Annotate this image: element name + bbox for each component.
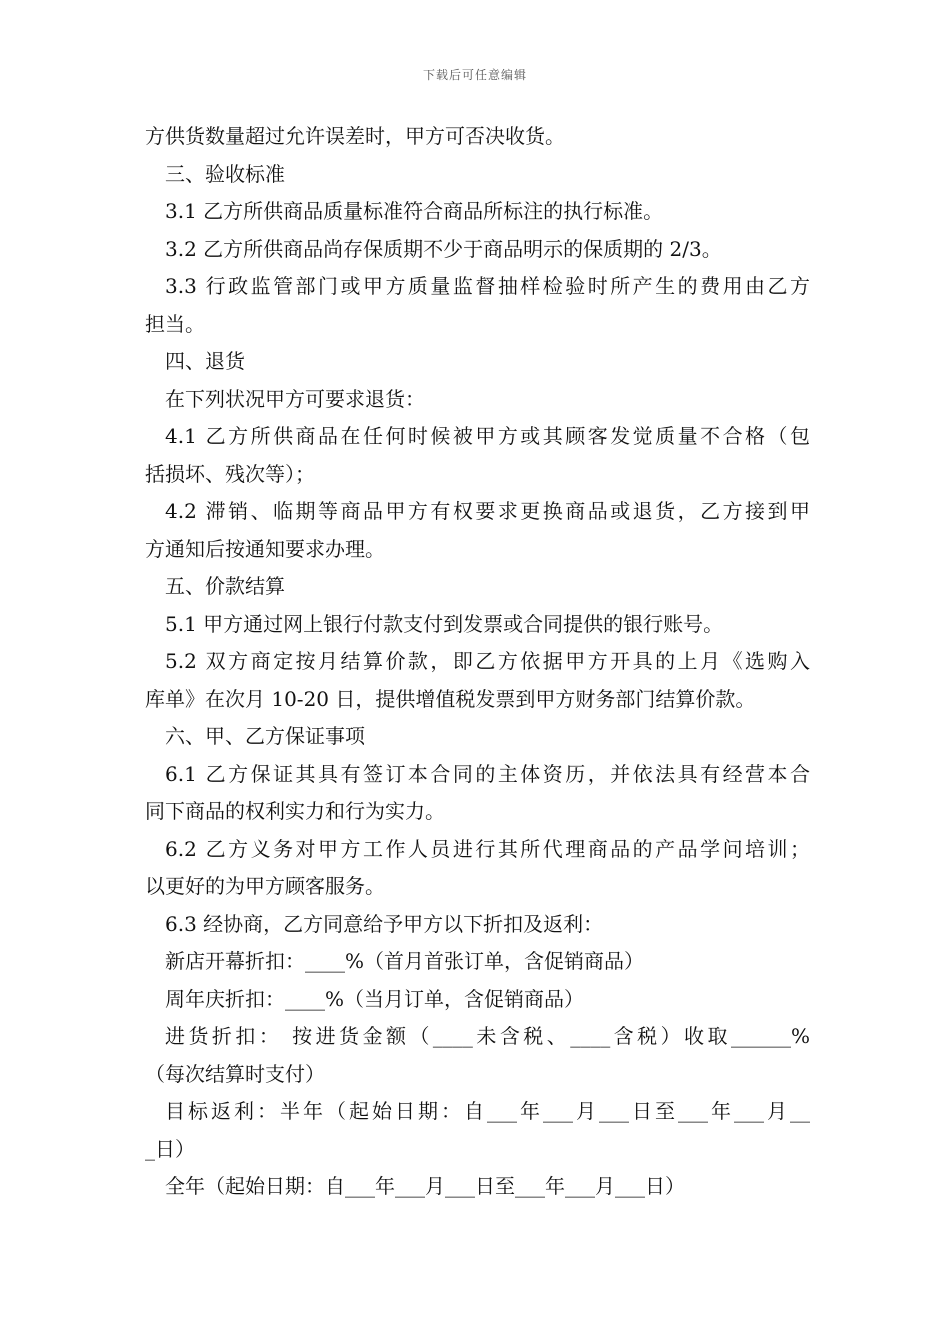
text-line: _日）	[145, 1136, 195, 1161]
clause-4-1: 4.1 乙方所供商品在任何时候被甲方或其顾客发觉质量不合格（包	[165, 424, 810, 448]
document-body	[145, 118, 810, 1206]
discount-purchase: 进货折扣： 按进货金额（____未含税、____含税）收取______%	[165, 1024, 810, 1048]
text-line: 在下列状况甲方可要求退货：	[165, 386, 425, 411]
clause-3-2: 3.2 乙方所供商品尚存保质期不少于商品明示的保质期的 2/3。	[165, 236, 722, 261]
text-line: 方通知后按通知要求办理。	[145, 536, 385, 561]
discount-anniversary: 周年庆折扣：____%（当月订单，含促销商品）	[165, 986, 585, 1011]
clause-5-2: 5.2 双方商定按月结算价款，即乙方依据甲方开具的上月《选购入	[165, 649, 810, 673]
clause-6-1: 6.1 乙方保证其具有签订本合同的主体资历，并依法具有经营本合	[165, 761, 810, 786]
text-line: 担当。	[145, 311, 205, 336]
clause-6-2: 6.2 乙方义务对甲方工作人员进行其所代理商品的产品学问培训；	[165, 836, 810, 861]
text-line: 方供货数量超过允许误差时，甲方可否决收货。	[145, 124, 565, 148]
clause-3-1: 3.1 乙方所供商品质量标准符合商品所标注的执行标准。	[165, 199, 664, 223]
section-heading-acceptance: 三、验收标准	[165, 161, 285, 186]
text-line: 括损坏、残次等）；	[145, 461, 315, 486]
rebate-half-year: 目标返利：半年（起始日期：自___年___月___日至___年___月__	[165, 1099, 810, 1123]
discount-new-store: 新店开幕折扣：____%（首月首张订单，含促销商品）	[165, 949, 645, 973]
page-header: 下载后可任意编辑	[422, 68, 527, 82]
section-heading-guarantees: 六、甲、乙方保证事项	[165, 724, 365, 748]
clause-3-3: 3.3 行政监管部门或甲方质量监督抽样检验时所产生的费用由乙方	[165, 274, 810, 298]
section-heading-settlement: 五、价款结算	[165, 574, 285, 598]
rebate-full-year: 全年（起始日期：自___年___月___日至___年___月___日）	[165, 1174, 685, 1198]
text-line: （每次结算时支付）	[145, 1061, 325, 1086]
clause-4-2: 4.2 滞销、临期等商品甲方有权要求更换商品或退货，乙方接到甲	[165, 499, 810, 523]
text-line: 库单》在次月 10-20 日，提供增值税发票到甲方财务部门结算价款。	[145, 686, 756, 711]
clause-6-3: 6.3 经协商，乙方同意给予甲方以下折扣及返利：	[165, 911, 604, 936]
section-heading-returns: 四、退货	[165, 349, 245, 373]
text-line: 以更好的为甲方顾客服务。	[145, 874, 385, 898]
clause-5-1: 5.1 甲方通过网上银行付款支付到发票或合同提供的银行账号。	[165, 611, 724, 636]
text-line: 同下商品的权利实力和行为实力。	[145, 799, 445, 823]
